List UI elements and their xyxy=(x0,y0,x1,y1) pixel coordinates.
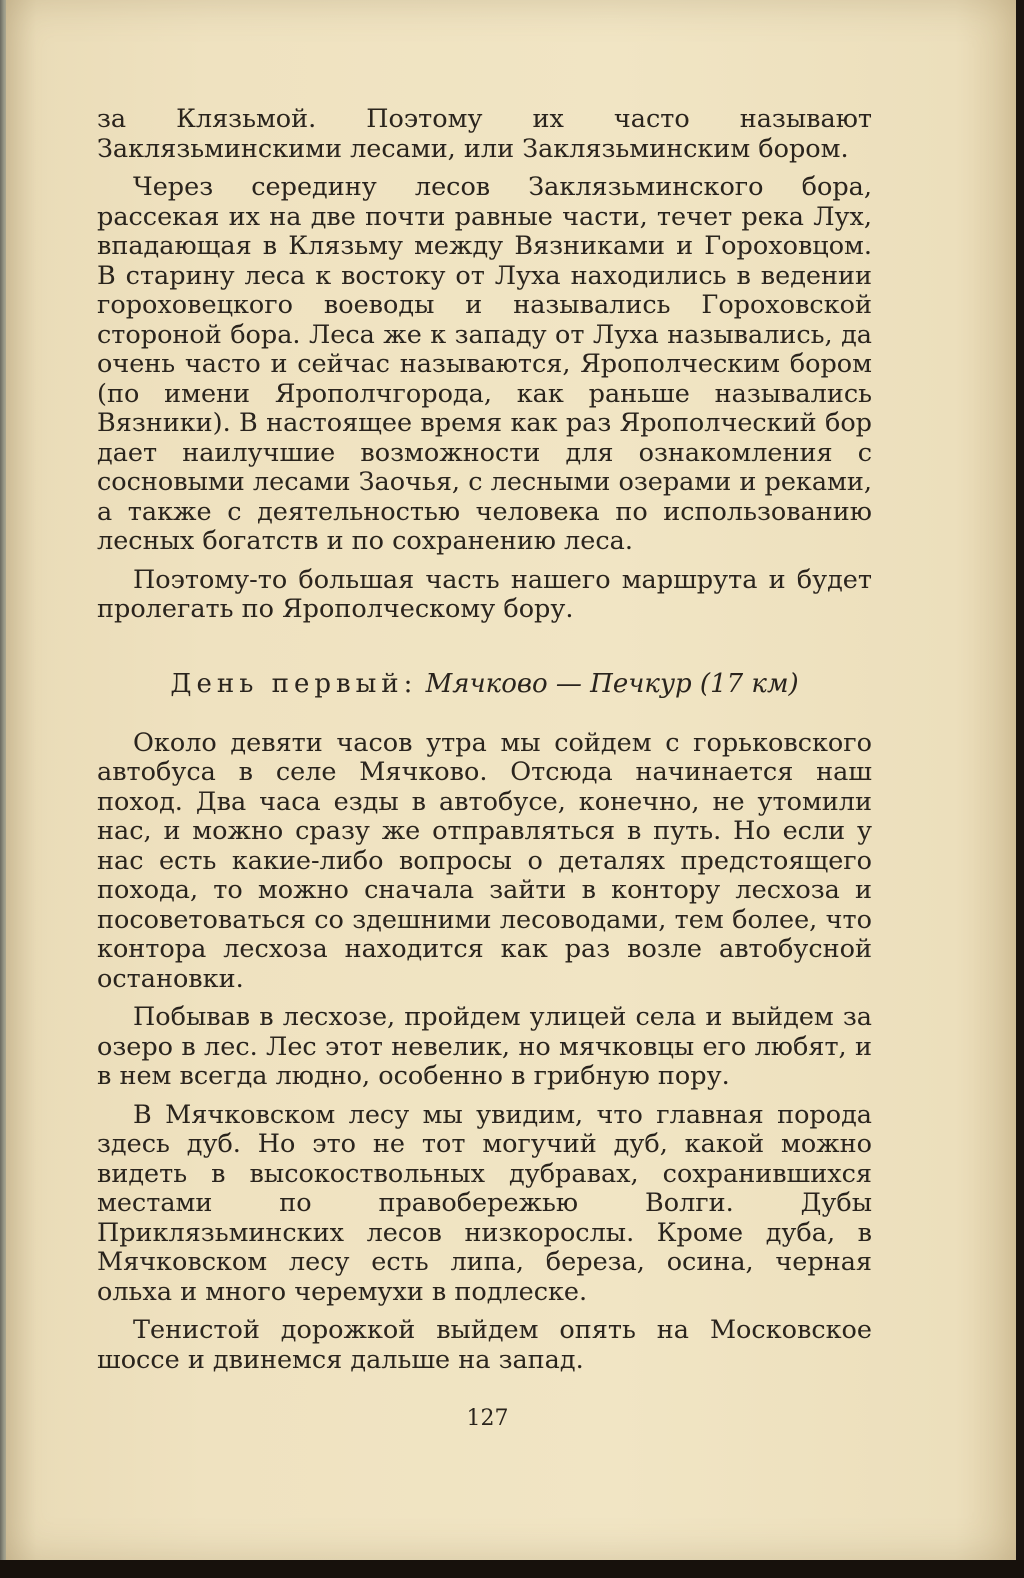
page-bottom-edge xyxy=(0,1560,1024,1578)
heading-label: День первый: xyxy=(170,668,418,699)
paragraph-3: Поэтому-то большая часть нашего маршрута и будет пролегать по Ярополческому бору. xyxy=(97,564,872,624)
paragraph-1: за Клязьмой. Поэтому их часто называют Заклязьминскими лесами, или Заклязьминским бором. xyxy=(97,104,872,164)
paragraph-4: Около девяти часов утра мы сойдем с горьковского автобуса в селе Мячково. Отсюда начинается наш поход. Два часа езды в автобусе, конечно, не утомили нас, и можно сразу же отправляться в путь. Но если у нас есть какие-либо вопросы о деталях предстоящего похода, то можно сначала зайти в контору лесхоза и посоветоваться со здешними лесоводами, тем более, что контора лесхоза находится как раз возле автобусной остановки. xyxy=(97,727,872,994)
heading-route: Мячково — Печкур (17 км) xyxy=(425,668,799,699)
paragraph-2: Через середину лесов Заклязьминского бора, рассекая их на две почти равные части, течет река Лух, впадающая в Клязьму между Вязниками и Гороховцом. В старину леса к востоку от Луха находились в ведении гороховецкого воеводы и назывались Гороховской стороной бора. Леса же к западу от Луха назывались, да очень часто и сейчас называются, Ярополческим бором (по имени Ярополчгорода, как раньше назывались Вязники). В настоящее время как раз Ярополческий бор дает наилучшие возможности для ознакомления с сосновыми лесами Заочья, с лесными озерами и реками, а также с деятельностью человека по использованию лесных богатств и по сохранению леса. xyxy=(97,172,872,556)
paragraph-5: Побывав в лесхозе, пройдем улицей села и выйдем за озеро в лес. Лес этот невелик, но мячковцы его любят, и в нем всегда людно, особенно в грибную пору. xyxy=(97,1002,872,1091)
section-heading xyxy=(97,669,872,699)
page-number: 127 xyxy=(466,1406,509,1431)
page-text xyxy=(97,105,872,1384)
paragraph-6: В Мячковском лесу мы увидим, что главная порода здесь дуб. Но это не тот могучий дуб, какой можно видеть в высокоствольных дубравах, сохранившихся местами по правобережью Волги. Дубы Приклязьминских лесов низкорослы. Кроме дуба, в Мячковском лесу есть липа, береза, осина, черная ольха и много черемухи в подлеске. xyxy=(97,1099,872,1307)
paragraph-7: Тенистой дорожкой выйдем опять на Московское шоссе и двинемся дальше на запад. xyxy=(97,1315,872,1375)
